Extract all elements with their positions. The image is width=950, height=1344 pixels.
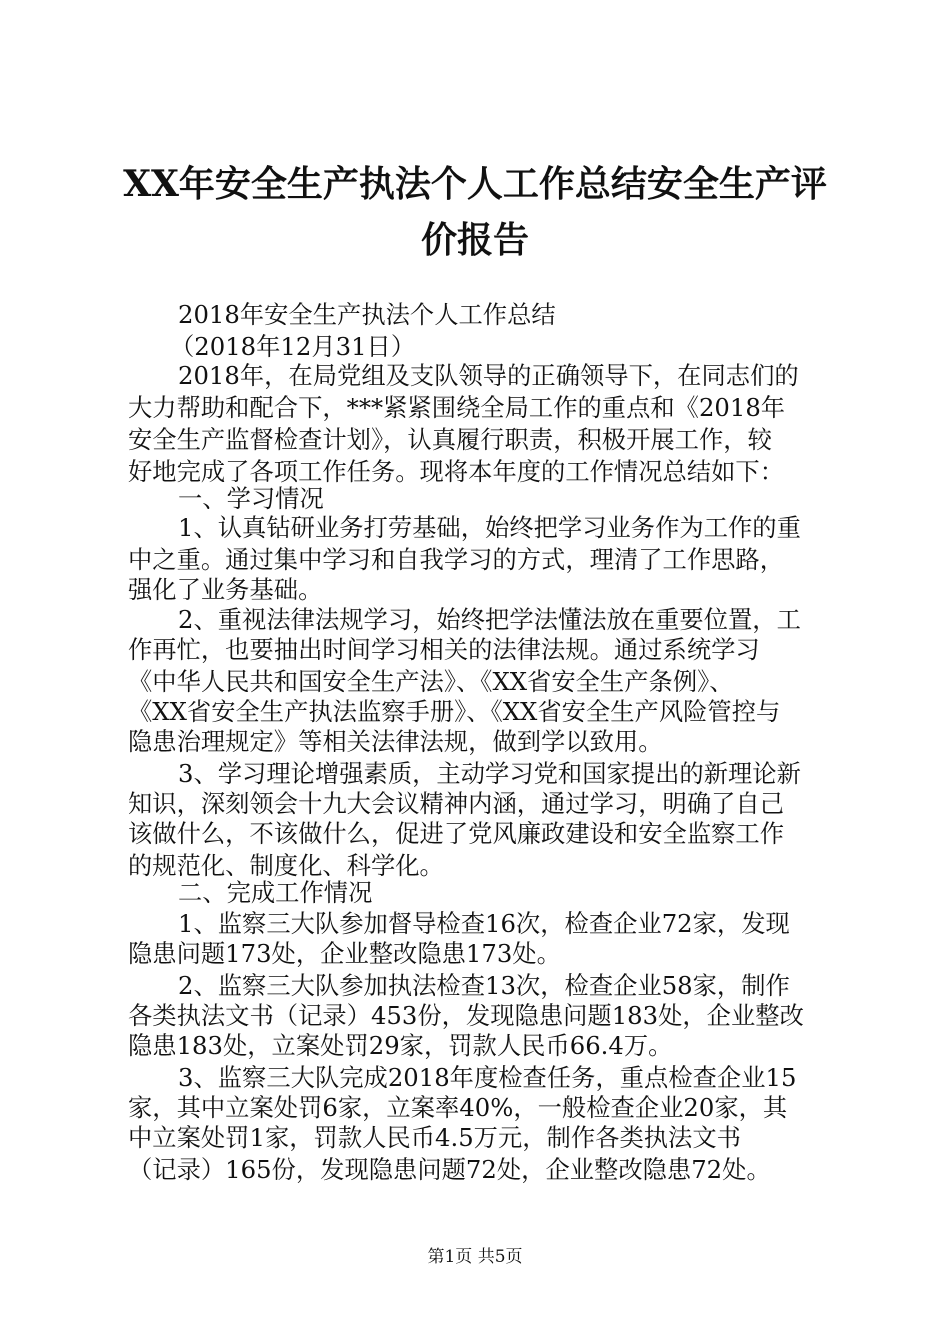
paragraph-line: 隐患183处，立案处罚29家，罚款人民币66.4万。	[128, 1031, 673, 1060]
paragraph-line: 《中华人民共和国安全生产法》、《XX省安全生产条例》、	[128, 667, 734, 696]
subtitle-line: 2018年安全生产执法个人工作总结	[178, 300, 556, 329]
paragraph-line: 2、重视法律法规学习，始终把学法懂法放在重要位置，工	[178, 605, 801, 634]
paragraph-line: 作再忙，也要抽出时间学习相关的法律法规。通过系统学习	[128, 635, 760, 664]
section-heading: 二、完成工作情况	[178, 878, 373, 907]
paragraph-line: 1、认真钻研业务打劳基础，始终把学习业务作为工作的重	[178, 513, 801, 542]
paragraph-line: 各类执法文书（记录）453份，发现隐患问题183处，企业整改	[128, 1001, 804, 1030]
paragraph-line: 1、监察三大队参加督导检查16次，检查企业72家，发现	[178, 909, 790, 938]
paragraph-line: 中之重。通过集中学习和自我学习的方式，理清了工作思路，	[128, 545, 785, 574]
section-heading: 一、学习情况	[178, 484, 324, 513]
paragraph-line: 2、监察三大队参加执法检查13次，检查企业58家，制作	[178, 971, 790, 1000]
paragraph-line: 安全生产监督检查计划》，认真履行职责，积极开展工作，较	[128, 425, 772, 454]
paragraph-line: 的规范化、制度化、科学化。	[128, 851, 444, 880]
paragraph-line: 家，其中立案处罚6家，立案率40%，一般检查企业20家，其	[128, 1093, 788, 1122]
paragraph-line: 《XX省安全生产执法监察手册》、《XX省安全生产风险管控与	[128, 697, 781, 726]
document-title-line-2: 价报告	[420, 219, 529, 261]
paragraph-line: 好地完成了各项工作任务。现将本年度的工作情况总结如下：	[128, 457, 785, 486]
paragraph-line: 3、监察三大队完成2018年度检查任务，重点检查企业15	[178, 1063, 797, 1092]
document-title-line-1: XX年安全生产执法个人工作总结安全生产评	[123, 163, 827, 205]
paragraph-line: （记录）165份，发现隐患问题72处，企业整改隐患72处。	[128, 1155, 771, 1184]
paragraph-line: 中立案处罚1家，罚款人民币4.5万元，制作各类执法文书	[128, 1123, 741, 1152]
paragraph-line: 知识，深刻领会十九大会议精神内涵，通过学习，明确了自己	[128, 789, 785, 818]
paragraph-line: 隐患治理规定》等相关法律法规，做到学以致用。	[128, 727, 663, 756]
date-line: （2018年12月31日）	[170, 332, 416, 361]
paragraph-line: 3、学习理论增强素质，主动学习党和国家提出的新理论新	[178, 759, 801, 788]
paragraph-line: 强化了业务基础。	[128, 575, 323, 604]
paragraph-line: 该做什么，不该做什么，促进了党风廉政建设和安全监察工作	[128, 819, 785, 848]
paragraph-line: 大力帮助和配合下，***紧紧围绕全局工作的重点和《2018年	[128, 393, 786, 422]
page-number-footer: 第1页 共5页	[427, 1247, 523, 1267]
paragraph-line: 隐患问题173处，企业整改隐患173处。	[128, 939, 561, 968]
paragraph-line: 2018年，在局党组及支队领导的正确领导下，在同志们的	[178, 361, 799, 390]
